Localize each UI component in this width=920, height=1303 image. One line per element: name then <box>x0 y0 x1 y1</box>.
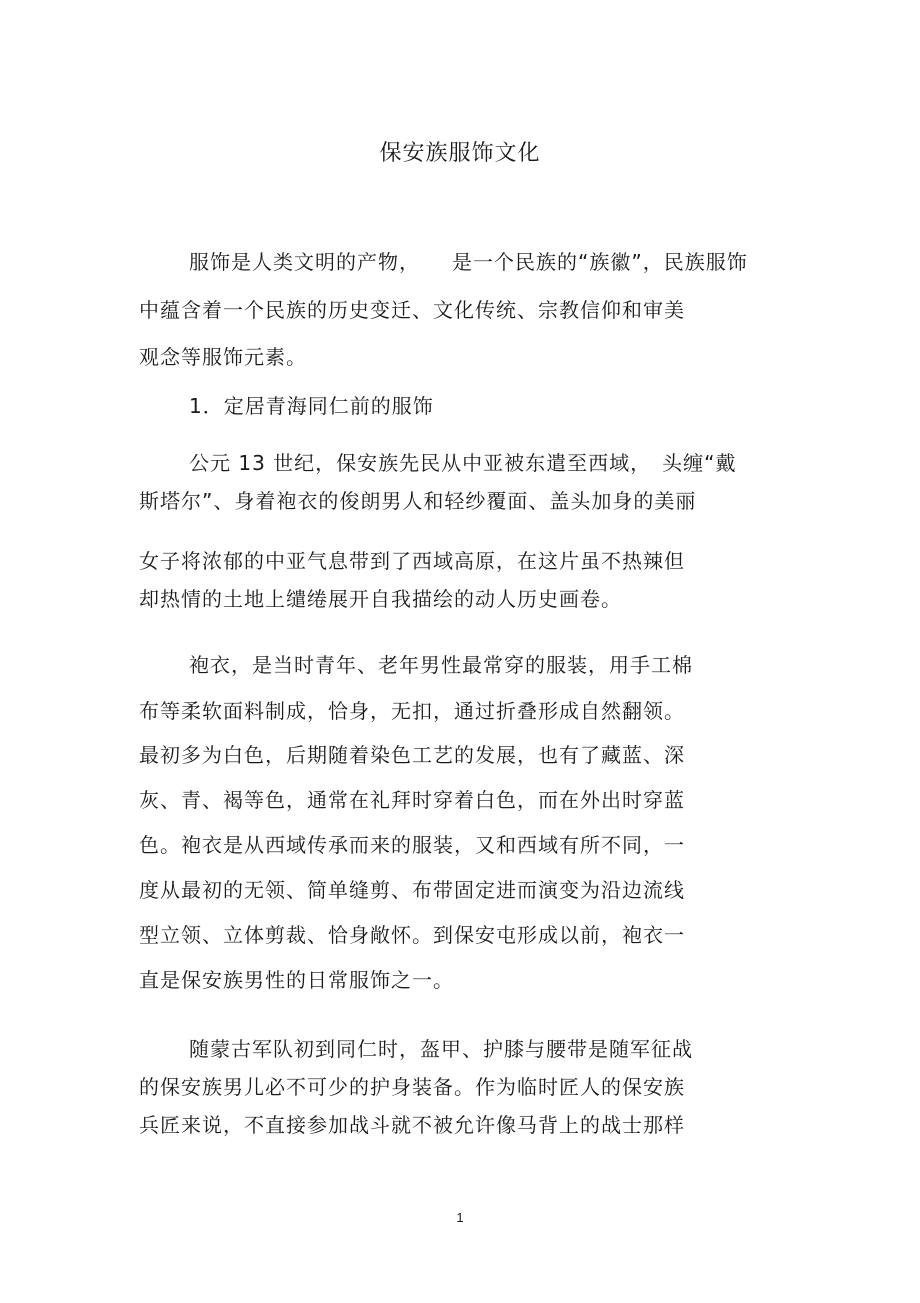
text-line: 色。袍衣是从西域传承而来的服装，又和西域有所不同，一 <box>139 833 685 857</box>
text-line: 随蒙古军队初到同仁时，盔甲、护膝与腰带是随军征战 <box>189 1037 693 1061</box>
text-line: 布等柔软面料制成，恰身，无扣，通过折叠形成自然翻领。 <box>139 699 685 723</box>
text-line: 观念等服饰元素。 <box>139 345 307 369</box>
document-title: 保安族服饰文化 <box>379 141 541 166</box>
text-line: 的保安族男儿必不可少的护身装备。作为临时匠人的保安族 <box>139 1075 685 1099</box>
text-line: 最初多为白色，后期随着染色工艺的发展，也有了藏蓝、深 <box>139 743 685 767</box>
text-line: 型立领、立体剪裁、恰身敞怀。到保安屯形成以前，袍衣一 <box>139 923 685 947</box>
text-line: 兵匠来说，不直接参加战斗就不被允许像马背上的战士那样 <box>139 1113 685 1137</box>
page-number: 1 <box>456 1210 464 1225</box>
text-line: 灰、青、褐等色，通常在礼拜时穿着白色，而在外出时穿蓝 <box>139 788 685 812</box>
text-line: 度从最初的无领、简单缝剪、布带固定进而演变为沿边流线 <box>139 878 685 902</box>
text-line: 女子将浓郁的中亚气息带到了西域高原，在这片虽不热辣但 <box>139 549 685 573</box>
text-line: 袍衣，是当时青年、老年男性最常穿的服装，用手工棉 <box>189 653 693 677</box>
text-line: 却热情的土地上缱绻展开自我描绘的动人历史画卷。 <box>139 587 622 611</box>
text-line: 斯塔尔”、身着袍衣的俊朗男人和轻纱覆面、盖头加身的美丽 <box>139 489 697 513</box>
text-line: 公元 13 世纪，保安族先民从中亚被东遣至西域， 头缠“戴 <box>189 451 737 475</box>
text-line: 直是保安族男性的日常服饰之一。 <box>139 968 454 992</box>
text-line: 中蕴含着一个民族的历史变迁、文化传统、宗教信仰和审美 <box>139 298 685 322</box>
text-line: 服饰是人类文明的产物， 是一个民族的“族徽”，民族服饰 <box>189 250 748 274</box>
section-heading: 1．定居青海同仁前的服饰 <box>189 394 434 418</box>
